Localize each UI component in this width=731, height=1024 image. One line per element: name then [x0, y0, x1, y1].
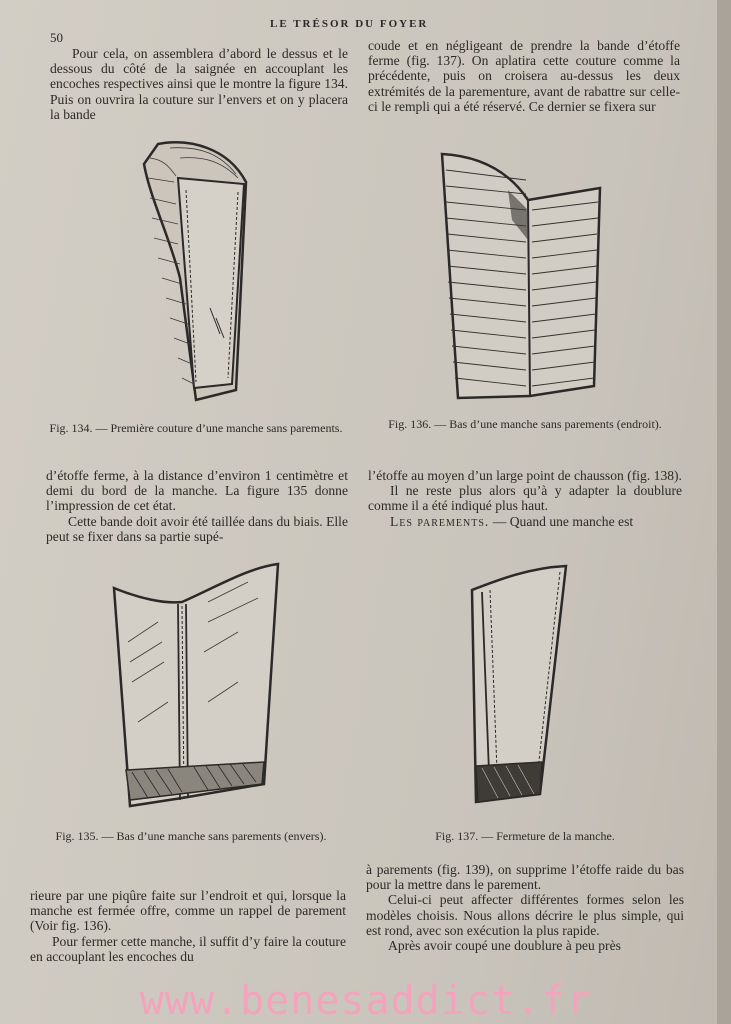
paragraph-left-bottom: [30, 888, 346, 964]
watermark: www.benesaddict.fr: [139, 978, 592, 1024]
text-paragraph: — Quand une manche est: [489, 513, 634, 529]
text-paragraph: Cette bande doit avoir été taillée dans du biais. Elle peut se fixer dans sa partie supé-: [46, 513, 348, 544]
text-paragraph: Après avoir coupé une doublure à peu près: [388, 938, 621, 954]
text-paragraph: l’étoffe au moyen d’un large point de chausson (fig. 138).: [368, 468, 682, 483]
figure-135-caption: Fig. 135. — Bas d’une manche sans parements (envers).: [55, 829, 327, 843]
paragraph-right-middle: [368, 468, 682, 529]
text-paragraph: Pour fermer cette manche, il suffit d’y faire la couture en accouplant les encoches du: [30, 933, 346, 964]
text-paragraph: rieure par une piqûre faite sur l’endroit et qui, lorsque la manche est fermée offre, comme un rappel de parement (Voir fig. 136).: [30, 888, 346, 934]
text-paragraph: d’étoffe ferme, à la distance d’environ 1 centimètre et demi du bord de la manche. La figure 135 donne l’impression de cet état.: [46, 468, 348, 514]
figure-136-illustration: [438, 150, 604, 402]
page-number: 50: [50, 30, 63, 45]
running-title: LE TRÉSOR DU FOYER: [270, 18, 429, 30]
paragraph-left-top: [50, 46, 348, 122]
paragraph-right-top: [368, 38, 680, 114]
figure-134-illustration: [140, 138, 252, 406]
text-paragraph: coude et en négligeant de prendre la bande d’étoffe ferme (fig. 137). On aplatira cette couture comme la précédente, puis on croisera au-dessus les deux extrémités de la parementure, avant de rabattre sur celle-ci le rempli qui a été réservé. Ce dernier se fixera sur: [368, 38, 680, 114]
paragraph-right-bottom: [366, 862, 684, 953]
text-paragraph: Il ne reste plus alors qu’à y adapter la doublure comme il a été indiqué plus haut.: [368, 483, 682, 514]
text-paragraph: à parements (fig. 139), on supprime l’étoffe raide du bas pour la mettre dans le parement.: [366, 862, 684, 893]
figure-135-illustration: [108, 562, 282, 812]
figure-137-caption: Fig. 137. — Fermeture de la manche.: [435, 829, 615, 843]
paragraph-left-middle: [46, 468, 348, 544]
figure-137-illustration: [468, 562, 572, 814]
figure-136-caption: Fig. 136. — Bas d’une manche sans parements (endroit).: [388, 417, 662, 431]
text-paragraph: Pour cela, on assemblera d’abord le dessus et le dessous du côté de la saignée en accouplant les encoches respectives ainsi que le montre la figure 134. Puis on ouvrira la couture sur l’envers et on y placera la bande: [50, 46, 348, 122]
text-paragraph: Celui-ci peut affecter différentes formes selon les modèles choisis. Nous allons décrire le plus simple, qui est rond, avec son exécution la plus rapide.: [366, 892, 684, 938]
figure-134-caption: Fig. 134. — Première couture d’une manche sans parements.: [49, 421, 343, 435]
section-heading: Les parements.: [390, 513, 490, 529]
page-edge: [717, 0, 731, 1024]
